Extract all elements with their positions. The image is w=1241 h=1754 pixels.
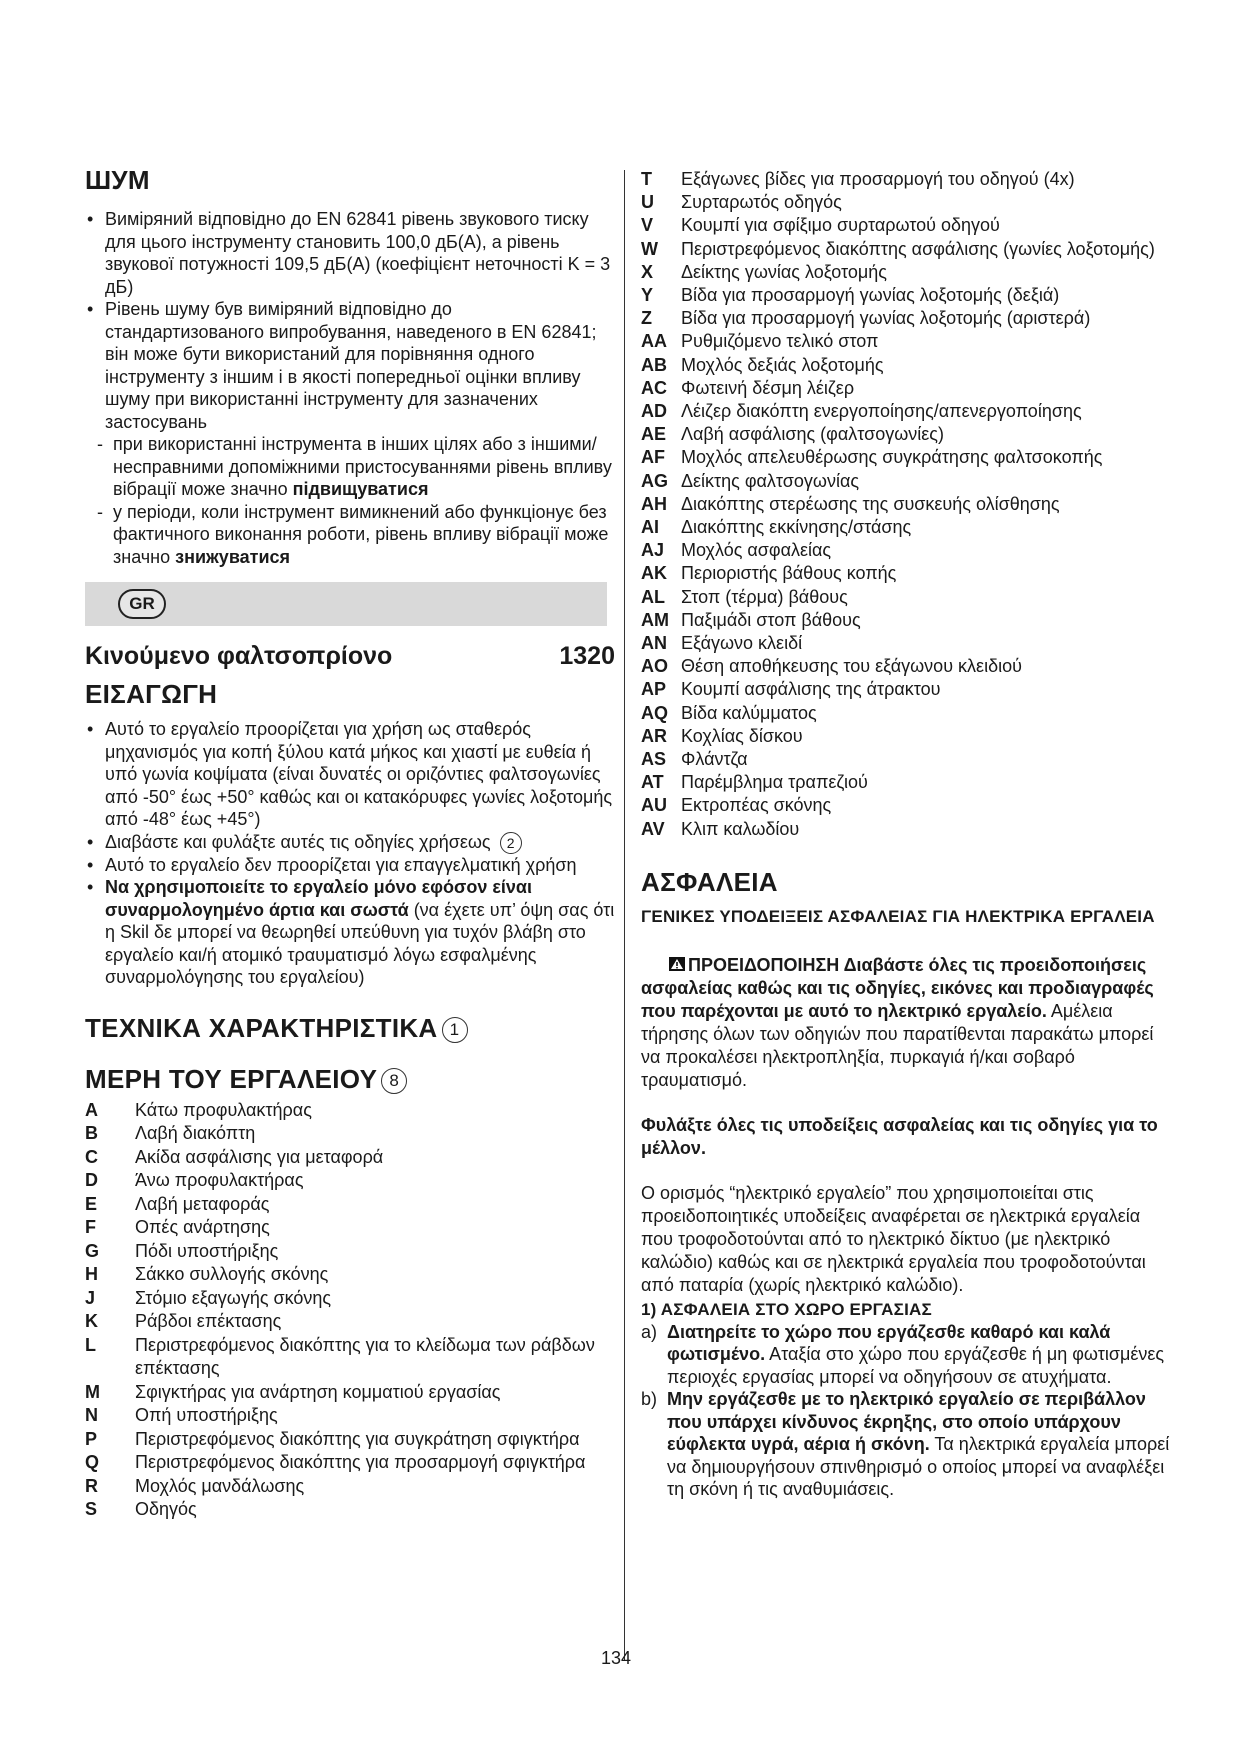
part-item (641, 261, 1171, 284)
intro-bullet-4-text: (να έχετε υπ’ όψη σας ότι η Skil δε μπορεί να θεωρηθεί υπεύθυνη για τυχόν βλάβη στο εργαλείο και/ή ατομικό τραυματισμό λόγω εσφαλμένης συναρμολόγησης του εργαλείου) (105, 899, 615, 988)
part-label: Παρέμβλημα τραπεζιού (681, 772, 868, 793)
keep-instructions: Φυλάξτε όλες τις υποδείξεις ασφαλείας και τις οδηγίες για το μέλλον. (641, 1114, 1158, 1158)
figure-ref-2: 2 (500, 832, 522, 854)
part-item (641, 423, 1171, 446)
part-key: C (85, 1146, 98, 1167)
part-label: Περιστρεφόμενος διακόπτης για συγκράτηση σφιγκτήρα (135, 1428, 580, 1449)
part-key: B (85, 1123, 98, 1144)
part-item (641, 307, 1171, 330)
part-item (641, 655, 1171, 678)
part-label: Κάτω προφυλακτήρας (135, 1099, 312, 1120)
part-item (641, 470, 1171, 493)
noise-bullet-2 (85, 298, 615, 568)
part-item (85, 1287, 615, 1311)
part-item (85, 1099, 615, 1123)
parts-list-left (85, 1099, 615, 1522)
part-key: AQ (641, 702, 668, 723)
part-item (641, 330, 1171, 353)
part-key: Y (641, 285, 654, 306)
part-label: Περιστρεφόμενος διακόπτης για προσαρμογή σφιγκτήρα (135, 1452, 586, 1473)
warning-bold: ΠΡΟΕΙΔΟΠΟΙΗΣΗ Διαβάστε όλες τις προειδοποιήσεις ασφαλείας καθώς και τις οδηγίες, εικόνες και προδιαγραφές που παρέχονται με αυτό το ηλεκτρικό εργαλείο. (641, 954, 1154, 1021)
noise-dash-2-bold: знижуватися (175, 546, 291, 567)
part-key: K (85, 1311, 98, 1332)
part-key: G (85, 1240, 100, 1261)
part-item (641, 377, 1171, 400)
part-key: AR (641, 725, 667, 746)
part-label: Περιοριστής βάθους κοπής (681, 563, 897, 584)
part-key: AG (641, 470, 668, 491)
part-item (641, 678, 1171, 701)
part-item (641, 702, 1171, 725)
part-label: Εκτροπέας σκόνης (681, 795, 832, 816)
part-label: Οπές ανάρτησης (135, 1217, 270, 1238)
part-key: H (85, 1264, 98, 1285)
part-item (85, 1216, 615, 1240)
safety-subtitle: ΓΕΝΙΚΕΣ ΥΠΟΔΕΙΞΕΙΣ ΑΣΦΑΛΕΙΑΣ ΓΙΑ ΗΛΕΚΤΡΙΚΑ ΕΡΓΑΛΕΙΑ (641, 906, 1155, 926)
part-item (641, 632, 1171, 655)
part-key: U (641, 192, 654, 213)
part-key: M (85, 1381, 100, 1402)
part-label: Σάκκο συλλογής σκόνης (135, 1264, 329, 1285)
part-label: Βίδα για προσαρμογή γωνίας λοξοτομής (αριστερά) (681, 308, 1091, 329)
item-a-text: Αταξία στο χώρο που εργάζεσθε ή μη φωτισμένες περιοχές εργασίας μπορεί να οδηγήσουν σε ατυχήματα. (667, 1344, 1165, 1387)
page-number: 134 (601, 1648, 632, 1668)
part-key: AP (641, 679, 667, 700)
part-item (641, 725, 1171, 748)
noise-title: ШУМ (85, 165, 150, 195)
part-key: AN (641, 633, 667, 654)
noise-dash-1-text: при використанні інструмента в інших цілях або з іншими/несправними допоміжними пристосуваннями рівень впливу вібрації може значно (113, 434, 612, 499)
part-key: F (85, 1217, 96, 1238)
part-label: Φλάντζα (681, 749, 748, 770)
part-item (85, 1498, 615, 1522)
intro-bullet-4-bold: Να χρησιμοποιείτε το εργαλείο μόνο εφόσον είναι συναρμολογημένο άρτια και σωστά (105, 877, 532, 920)
language-bar (85, 582, 607, 626)
part-label: Οδηγός (135, 1499, 197, 1520)
part-key: R (85, 1475, 98, 1496)
part-item (85, 1263, 615, 1287)
noise-dash-1 (85, 433, 615, 501)
specs-title (85, 1013, 615, 1044)
item-b-text: Τα ηλεκτρικά εργαλεία μπορεί να δημιουργήσουν σπινθηρισμό ο οποίος μπορεί να αναφλέξει τη σκόνη ή τις αναθυμιάσεις. (667, 1434, 1170, 1500)
part-key: AJ (641, 540, 665, 561)
part-label: Πόδι υποστήριξης (135, 1240, 279, 1261)
part-item (641, 586, 1171, 609)
warning-icon-wrap (641, 955, 688, 975)
part-label: Διακόπτης στερέωσης της συσκευής ολίσθησης (681, 493, 1060, 514)
part-item (641, 493, 1171, 516)
intro-bullet-4 (85, 876, 615, 989)
section-1-title: 1) ΑΣΦΑΛΕΙΑ ΣΤΟ ΧΩΡΟ ΕΡΓΑΣΙΑΣ (641, 1299, 932, 1319)
part-key: Z (641, 308, 652, 329)
section-1-list (641, 1321, 1171, 1501)
part-label: Σφιγκτήρας για ανάρτηση κομματιού εργασίας (135, 1381, 501, 1402)
section-1-item-b (641, 1388, 1171, 1501)
part-item (641, 516, 1171, 539)
part-item (85, 1122, 615, 1146)
item-marker: a) (641, 1321, 658, 1342)
part-item (641, 539, 1171, 562)
part-item (641, 191, 1171, 214)
part-key: AE (641, 424, 667, 445)
intro-bullet-2-text: Διαβάστε και φυλάξτε αυτές τις οδηγίες χρήσεως (105, 831, 491, 852)
part-key: AU (641, 795, 667, 816)
part-key: T (641, 169, 652, 189)
section-1-item-a (641, 1321, 1171, 1389)
part-label: Θέση αποθήκευσης του εξάγωνου κλειδιού (681, 656, 1022, 677)
noise-dash-list (85, 433, 615, 568)
part-item (641, 609, 1171, 632)
part-item (85, 1310, 615, 1334)
part-key: AT (641, 772, 664, 793)
part-item (85, 1451, 615, 1475)
figure-ref-1: 1 (442, 1017, 468, 1043)
part-item (641, 400, 1171, 423)
part-key: L (85, 1334, 96, 1355)
specs-title-text: ΤΕΧΝΙΚΑ ΧΑΡΑΚΤΗΡΙΣΤΙΚΑ (85, 1012, 438, 1043)
part-label: Εξάγωνο κλειδί (681, 633, 803, 654)
part-key: AC (641, 377, 667, 398)
item-marker: b) (641, 1389, 658, 1410)
part-label: Κουμπί για σφίξιμο συρταρωτού οδηγού (681, 215, 1000, 236)
part-label: Ρυθμιζόμενο τελικό στοπ (681, 331, 879, 352)
part-label: Στόμιο εξαγωγής σκόνης (135, 1287, 332, 1308)
part-item (85, 1475, 615, 1499)
part-key: S (85, 1499, 98, 1520)
part-item (641, 354, 1171, 377)
part-item (641, 748, 1171, 771)
part-label: Μοχλός απελευθέρωσης συγκράτησης φαλτσοκοπής (681, 447, 1103, 468)
part-key: AA (641, 331, 667, 352)
part-key: E (85, 1193, 98, 1214)
part-key: AD (641, 401, 667, 422)
part-key: A (85, 1099, 98, 1120)
part-key: AF (641, 447, 665, 468)
part-key: AI (641, 517, 659, 538)
part-item (641, 214, 1171, 237)
part-item (641, 818, 1171, 841)
warning-text: Αμέλεια τήρησης όλων των οδηγιών που παρατίθενται παρακάτω μπορεί να προκαλέσει ηλεκτροπληξία, πυρκαγιά ή/και σοβαρό τραυματισμό. (641, 1000, 1154, 1090)
part-key: Q (85, 1452, 100, 1473)
part-label: Περιστρεφόμενος διακόπτης ασφάλισης (γωνίες λοξοτομής) (681, 238, 1155, 259)
part-label: Συρταρωτός οδηγός (681, 192, 842, 213)
part-item (85, 1381, 615, 1405)
warning-paragraph (641, 954, 1171, 1092)
noise-dash-2-text: у періоди, коли інструмент вимикнений або функціонує без фактичного виконання роботи, рівень впливу вібрації може значно (113, 501, 609, 567)
part-key: AB (641, 354, 667, 375)
part-label: Διακόπτης εκκίνησης/στάσης (681, 517, 912, 538)
part-key: J (85, 1287, 96, 1308)
product-model: 1320 (559, 642, 615, 670)
part-item (641, 284, 1171, 307)
part-key: AO (641, 656, 668, 677)
part-label: Ακίδα ασφάλισης για μεταφορά (135, 1146, 384, 1167)
part-label: Κοχλίας δίσκου (681, 725, 803, 746)
part-item (85, 1404, 615, 1428)
part-key: V (641, 215, 654, 236)
part-label: Λέιζερ διακόπτη ενεργοποίησης/απενεργοποίησης (681, 401, 1082, 422)
intro-bullets (85, 718, 615, 989)
part-item (641, 168, 1171, 191)
intro-bullet-2 (85, 831, 615, 854)
part-key: P (85, 1428, 98, 1449)
part-label: Ράβδοι επέκτασης (135, 1311, 282, 1332)
part-label: Άνω προφυλακτήρας (135, 1170, 304, 1191)
part-item (641, 771, 1171, 794)
parts-title-text: ΜΕΡΗ ΤΟΥ ΕΡΓΑΛΕΙΟΥ (85, 1063, 378, 1094)
intro-bullet-3: • Αυτό το εργαλείο δεν προορίζεται για επαγγελματική χρήση (85, 854, 615, 877)
product-title-row (85, 642, 615, 671)
part-item (85, 1146, 615, 1170)
part-label: Λαβή διακόπτη (135, 1123, 256, 1144)
product-name: Κινούμενο φαλτσοπρίονο (85, 642, 393, 670)
definition-paragraph: Ο ορισμός “ηλεκτρικό εργαλείο” που χρησιμοποιείται στις προειδοποιητικές υποδείξεις αναφέρεται σε ηλεκτρικά εργαλεία που τροφοδοτούνται από το ηλεκτρικό δίκτυο (με ηλεκτρικό καλώδιο) καθώς και σε ηλεκτρικά εργαλεία που τροφοδοτούνται από παταρία (χωρίς ηλεκτρικό καλώδιο). (641, 1182, 1146, 1295)
part-label: Φωτεινή δέσμη λέιζερ (681, 377, 855, 398)
intro-bullet-1: • Αυτό το εργαλείο προορίζεται για χρήση ως σταθερός μηχανισμός για κοπή ξύλου κατά μήκος και χιαστί με ευθεία ή υπό γωνία κοψίματα (είναι δυνατές οι οριζόντιες φαλτσογωνίες από -50° έως +50° καθώς και οι κατακόρυφες γωνίες λοξοτομής από -48° έως +45°) (85, 718, 615, 831)
part-key: AS (641, 749, 667, 770)
part-label: Παξιμάδι στοπ βάθους (681, 609, 861, 630)
part-label: Περιστρεφόμενος διακόπτης για το κλείδωμα των ράβδων επέκτασης (135, 1334, 595, 1379)
noise-bullet-1: • Виміряний відповідно до EN 62841 рівень звукового тиску для цього інструменту становить 100,0 дБ(A), а рівень звукової потужності 109,5 дБ(A) (коефіцієнт неточності K = 3 дБ) (85, 208, 615, 298)
part-item (641, 238, 1171, 261)
part-label: Μοχλός δεξιάς λοξοτομής (681, 354, 884, 375)
part-label: Μοχλός ασφαλείας (681, 540, 832, 561)
intro-title: ΕΙΣΑΓΩΓΗ (85, 679, 218, 709)
part-label: Λαβή μεταφοράς (135, 1193, 270, 1214)
part-item (641, 562, 1171, 585)
part-key: N (85, 1405, 98, 1426)
part-key: AV (641, 818, 665, 839)
part-label: Δείκτης φαλτσογωνίας (681, 470, 860, 491)
noise-bullet-2-text: Рівень шуму був виміряний відповідно до стандартизованого випробування, наведеного в EN 62841; він може бути використаний для порівняння одного інструменту з іншим і в якості попередньої оцінки впливу шуму при використанні інструменту для зазначених застосувань (105, 299, 597, 432)
part-item (85, 1334, 615, 1381)
part-key: D (85, 1170, 98, 1191)
part-label: Βίδα για προσαρμογή γωνίας λοξοτομής (δεξιά) (681, 285, 1060, 306)
part-label: Στοπ (τέρμα) βάθους (681, 586, 848, 607)
part-label: Μοχλός μανδάλωσης (135, 1475, 305, 1496)
part-label: Κουμπί ασφάλισης της άτρακτου (681, 679, 941, 700)
part-item (85, 1169, 615, 1193)
part-label: Οπή υποστήριξης (135, 1405, 278, 1426)
parts-list-right (641, 168, 1171, 841)
item-b-bold: Μην εργάζεσθε με το ηλεκτρικό εργαλείο σε περιβάλλον που υπάρχει κίνδυνος έκρηξης, στο οποίο υπάρχουν εύφλεκτα υγρά, αέρια ή σκόνη. (667, 1389, 1146, 1455)
left-column (85, 165, 615, 1522)
part-key: W (641, 238, 658, 259)
noise-dash-1-bold: підвищуватися (292, 479, 429, 499)
figure-ref-8: 8 (381, 1068, 407, 1094)
part-label: Λαβή ασφάλισης (φαλτσογωνίες) (681, 424, 944, 445)
noise-bullets (85, 208, 615, 568)
part-key: AL (641, 586, 665, 607)
right-column (641, 168, 1171, 1501)
part-label: Κλιπ καλωδίου (681, 818, 800, 839)
warning-icon (669, 957, 685, 971)
language-badge: GR (118, 589, 166, 619)
part-label: Βίδα καλύμματος (681, 702, 817, 723)
part-item (85, 1193, 615, 1217)
column-divider (624, 170, 625, 1660)
part-key: AK (641, 563, 667, 584)
item-a-bold: Διατηρείτε το χώρο που εργάζεσθε καθαρό και καλά φωτισμένο. (667, 1321, 1111, 1365)
part-label: Εξάγωνες βίδες για προσαρμογή του οδηγού (4x) (681, 169, 1075, 189)
safety-title: ΑΣΦΑΛΕΙΑ (641, 866, 778, 897)
noise-dash-2 (85, 501, 615, 569)
part-key: X (641, 261, 654, 282)
part-item (641, 794, 1171, 817)
part-label: Δείκτης γωνίας λοξοτομής (681, 261, 887, 282)
part-item (641, 446, 1171, 469)
part-item (85, 1428, 615, 1452)
part-key: AM (641, 609, 669, 630)
part-item (85, 1240, 615, 1264)
part-key: AH (641, 493, 667, 514)
parts-title (85, 1064, 615, 1095)
